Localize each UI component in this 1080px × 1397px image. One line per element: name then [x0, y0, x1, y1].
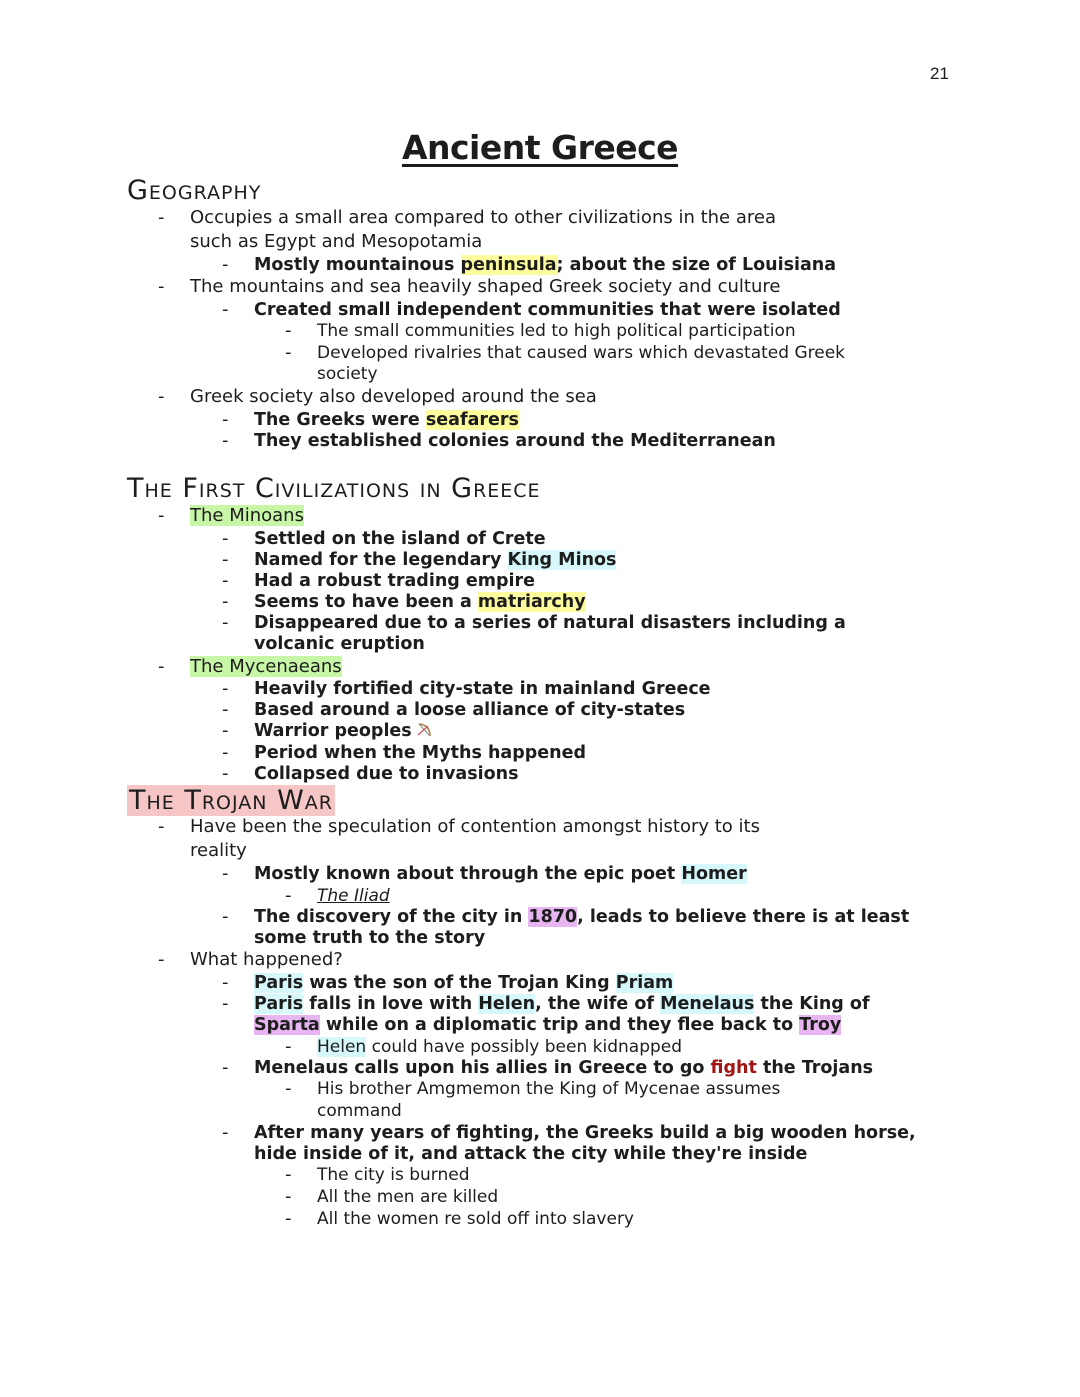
list-item: The city is burned — [317, 1165, 470, 1185]
list-item: reality — [190, 840, 247, 861]
list-item: Mostly mountainous peninsula; about the size of Louisiana — [254, 255, 837, 275]
list-item: Period when the Myths happened — [254, 743, 586, 763]
list-item: command — [317, 1101, 402, 1121]
list-item: Sparta while on a diplomatic trip and they flee back to Troy — [254, 1015, 842, 1035]
list-item: After many years of fighting, the Greeks build a big wooden horse, — [254, 1123, 916, 1143]
list-item: Disappeared due to a series of natural disasters including a — [254, 613, 846, 633]
list-item: Heavily fortified city-state in mainland Greece — [254, 679, 711, 699]
section-heading-geography: Geography — [127, 175, 262, 206]
page-title: Ancient Greece — [401, 128, 679, 167]
list-item: They established colonies around the Mediterranean — [254, 431, 776, 451]
list-item: some truth to the story — [254, 928, 486, 948]
list-item: Warrior peoples — [254, 720, 432, 742]
list-item: Mostly known about through the epic poet Homer — [254, 864, 747, 884]
list-item: Paris falls in love with Helen, the wife of Menelaus the King of — [254, 994, 870, 1014]
section-heading-first-civilizations: The First Civilizations in Greece — [127, 473, 541, 504]
list-item: The Mycenaeans — [190, 656, 342, 677]
list-item: The discovery of the city in 1870, leads to believe there is at least — [254, 907, 910, 927]
list-item: society — [317, 364, 378, 384]
list-item: Occupies a small area compared to other civilizations in the area — [190, 207, 776, 228]
list-item: The mountains and sea heavily shaped Greek society and culture — [190, 276, 781, 297]
list-item: hide inside of it, and attack the city while they're inside — [254, 1144, 808, 1164]
list-item: Based around a loose alliance of city-states — [254, 700, 686, 720]
list-item: Menelaus calls upon his allies in Greece to go fight the Trojans — [254, 1058, 874, 1078]
list-item: The Iliad — [317, 886, 390, 906]
bow-and-arrow-icon — [416, 722, 432, 738]
list-item: Have been the speculation of contention amongst history to its — [190, 816, 760, 837]
list-item: His brother Amgmemon the King of Mycenae assumes — [317, 1079, 781, 1099]
section-heading-trojan-war: The Trojan War — [129, 785, 333, 816]
list-item: Created small independent communities that were isolated — [254, 300, 841, 320]
list-item: Helen could have possibly been kidnapped — [317, 1037, 683, 1057]
list-item: Collapsed due to invasions — [254, 764, 519, 784]
list-item: Named for the legendary King Minos — [254, 550, 617, 570]
list-item: All the women re sold off into slavery — [317, 1209, 634, 1229]
list-item: Greek society also developed around the sea — [190, 386, 597, 407]
page-number: 21 — [930, 64, 949, 83]
list-item: The Greeks were seafarers — [254, 410, 519, 430]
list-item: Had a robust trading empire — [254, 571, 536, 591]
list-item: What happened? — [190, 949, 343, 970]
list-item: Developed rivalries that caused wars which devastated Greek — [317, 343, 845, 363]
list-item: The small communities led to high political participation — [317, 321, 796, 341]
list-item: such as Egypt and Mesopotamia — [190, 231, 483, 252]
list-item: Settled on the island of Crete — [254, 529, 546, 549]
list-item: All the men are killed — [317, 1187, 499, 1207]
list-item: Seems to have been a matriarchy — [254, 592, 586, 612]
list-item: The Minoans — [190, 505, 304, 526]
list-item: Paris was the son of the Trojan King Priam — [254, 973, 674, 993]
list-item: volcanic eruption — [254, 634, 425, 654]
